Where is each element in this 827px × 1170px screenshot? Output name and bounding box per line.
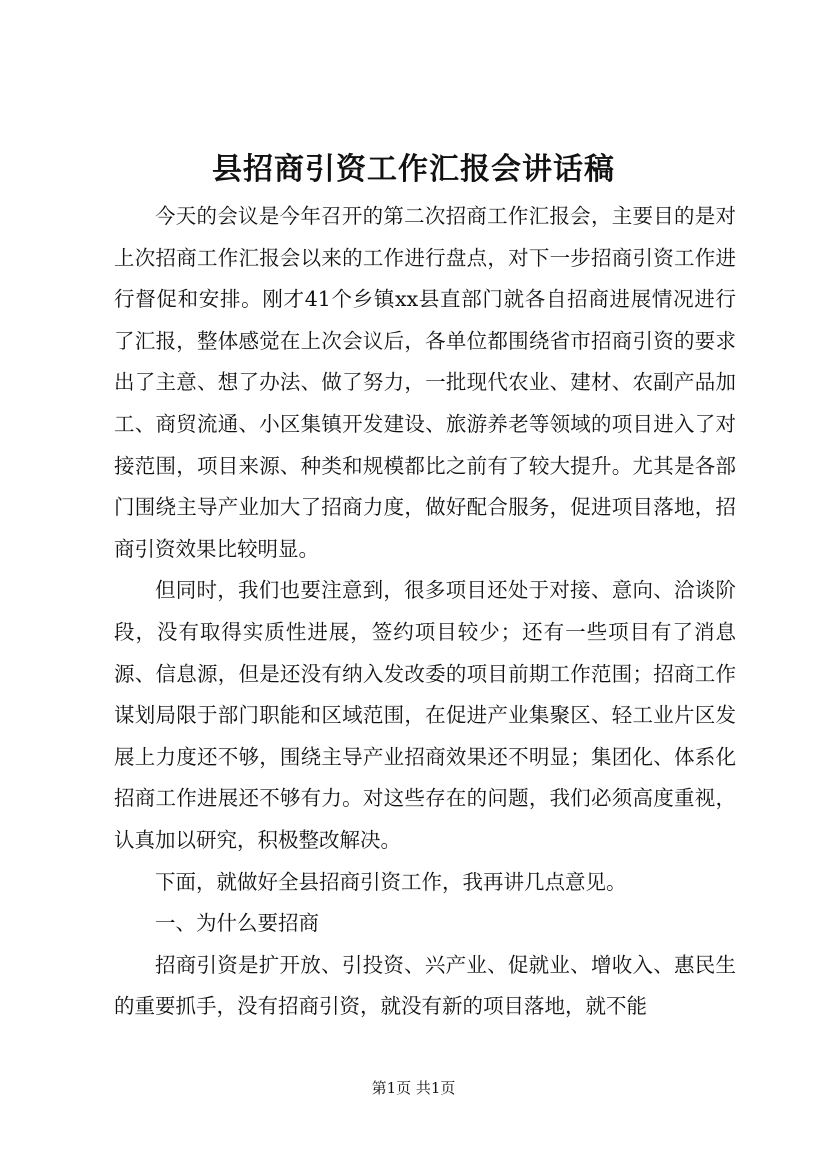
- paragraph-problems: 但同时，我们也要注意到，很多项目还处于对接、意向、洽谈阶段，没有取得实质性进展，签约项目较少；还有一些项目有了消息源、信息源，但是还没有纳入发改委的项目前期工作范围；招商工作谋划局限于部门职能和区域范围，在促进产业集聚区、轻工业片区发展上力度还不够，围绕主导产业招商效果还不明显；集团化、体系化招商工作进展还不够有力。对这些存在的问题，我们必须高度重视，认真加以研究，积极整改解决。: [114, 578, 736, 852]
- page-number-footer: 第1页 共1页: [371, 1079, 456, 1097]
- paragraph-investment-importance: 招商引资是扩开放、引投资、兴产业、促就业、增收入、惠民生的重要抓手，没有招商引资，就没有新的项目落地，就不能: [114, 952, 736, 1019]
- paragraph-opinions-intro: 下面，就做好全县招商引资工作，我再讲几点意见。: [155, 869, 627, 894]
- document-title: 县招商引资工作汇报会讲话稿: [212, 152, 615, 187]
- document-body: [114, 196, 736, 1028]
- section-heading-why-invest: 一、为什么要招商: [155, 911, 319, 936]
- paragraph-meeting-review: 今天的会议是今年召开的第二次招商工作汇报会，主要目的是对上次招商工作汇报会以来的工作进行盘点，对下一步招商引资工作进行督促和安排。刚才41个乡镇xx县直部门就各自招商进展情况进行了汇报，整体感觉在上次会议后，各单位都围绕省市招商引资的要求出了主意、想了办法、做了努力，一批现代农业、建材、农副产品加工、商贸流通、小区集镇开发建设、旅游养老等领域的项目进入了对接范围，项目来源、种类和规模都比之前有了较大提升。尤其是各部门围绕主导产业加大了招商力度，做好配合服务，促进项目落地，招商引资效果比较明显。: [114, 204, 736, 561]
